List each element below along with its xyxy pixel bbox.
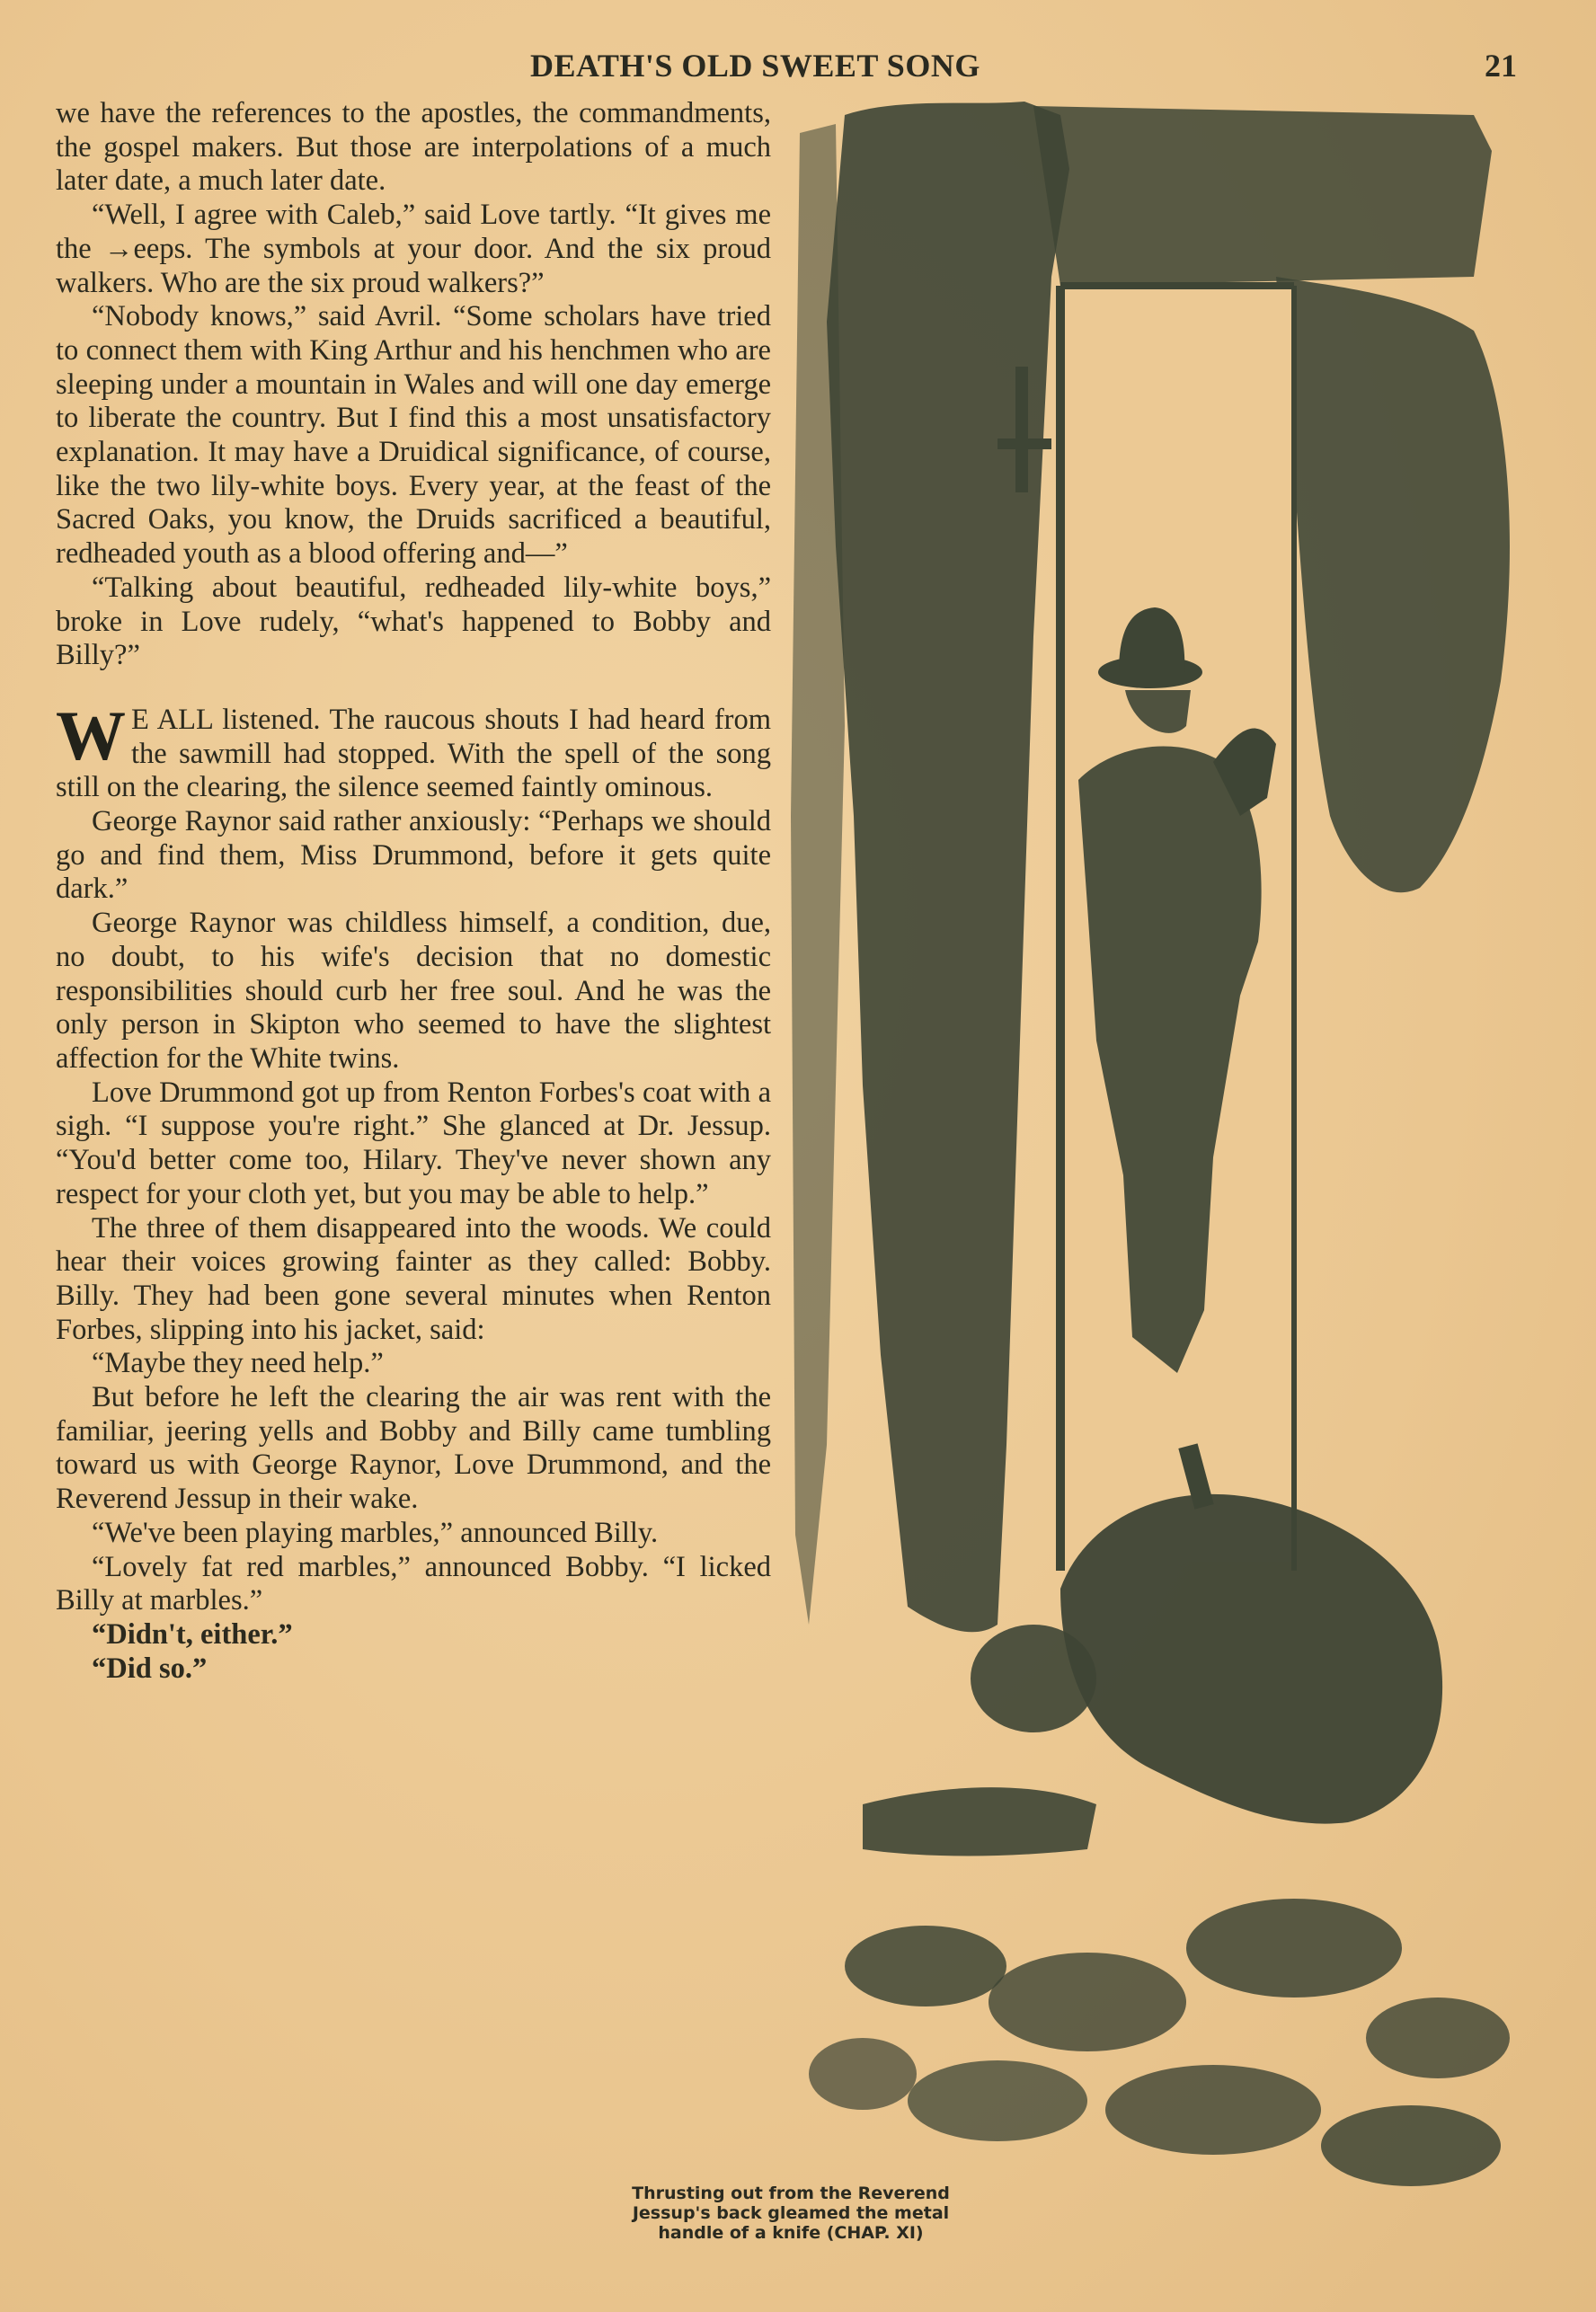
- paragraph: Love Drummond got up from Renton Forbes's coat with a sigh. “I suppose you're right.” She glanced at Dr. Jessup. “You'd better come too, Hilary. They've never shown any respect for your cloth yet, but you may be able to help.”: [56, 1076, 771, 1210]
- paragraph: “We've been playing marbles,” announced Billy.: [92, 1516, 659, 1549]
- paragraph: The three of them disappeared into the woods. We could hear their voices growing fainter as they called: Bobby. Billy. They had been gone several minutes when Renton Forbes, slipping into his jacket, said:: [56, 1211, 771, 1346]
- section-opening-paragraph: [56, 695, 771, 805]
- illustration-caption: [539, 2184, 1042, 2243]
- caption-line: handle of a knife (CHAP. XI): [658, 2223, 924, 2243]
- caption-line: Thrusting out from the Reverend: [632, 2184, 950, 2203]
- running-head: DEATH'S OLD SWEET SONG: [530, 48, 980, 84]
- paragraph: George Raynor said rather anxiously: “Perhaps we should go and find them, Miss Drummond, before it gets quite dark.”: [56, 805, 771, 906]
- paragraph: “Talking about beautiful, redheaded lily-white boys,” broke in Love rudely, “what's happened to Bobby and Billy?”: [56, 571, 771, 672]
- paragraph: But before he left the clearing the air was rent with the familiar, jeering yells and Bobby and Billy came tumbling toward us with George Raynor, Love Drummond, and the Reverend Jessup in their wake.: [56, 1381, 771, 1516]
- opening-text: E ALL listened. The raucous shouts I had heard from the sawmill had stopped. With the spell of the song still on the clearing, the silence seemed faintly ominous.: [56, 703, 771, 804]
- story-illustration: [791, 97, 1528, 2209]
- caption-line: Jessup's back gleamed the metal: [632, 2203, 950, 2223]
- paragraph: “Didn't, either.”: [92, 1617, 293, 1651]
- paragraph: “Nobody knows,” said Avril. “Some scholars have tried to connect them with King Arthur and his henchmen who are sleeping under a mountain in Wales and will one day emerge to liberate the country. But I find this a most unsatisfactory explanation. It may have a Druidical significance, of course, like the two lily-white boys. Every year, at the feast of the Sacred Oaks, you know, the Druids sacrificed a beautiful, redheaded youth as a blood offering and—”: [56, 300, 771, 571]
- page-number: 21: [1485, 48, 1517, 84]
- section-break: [56, 673, 771, 704]
- drop-cap: W: [56, 695, 124, 775]
- paragraph: “Lovely fat red marbles,” announced Bobby. “I licked Billy at marbles.”: [56, 1550, 771, 1617]
- paragraph: “Did so.”: [92, 1652, 208, 1685]
- paragraph: we have the references to the apostles, the commandments, the gospel makers. But those are interpolations of a much later date, a much later date.: [56, 97, 771, 198]
- paragraph: George Raynor was childless himself, a condition, due, no doubt, to his wife's decision that no domestic responsibilities should curb her free soul. And he was the only person in Skipton who seemed to have the slightest affection for the White twins.: [56, 907, 771, 1075]
- paragraph: “Well, I agree with Caleb,” said Love tartly. “It gives me the →eeps. The symbols at your door. And the six proud walkers. Who are the six proud walkers?”: [56, 199, 771, 299]
- paragraph: “Maybe they need help.”: [92, 1347, 384, 1380]
- page-header: [0, 47, 1596, 92]
- article-column: [56, 97, 771, 1686]
